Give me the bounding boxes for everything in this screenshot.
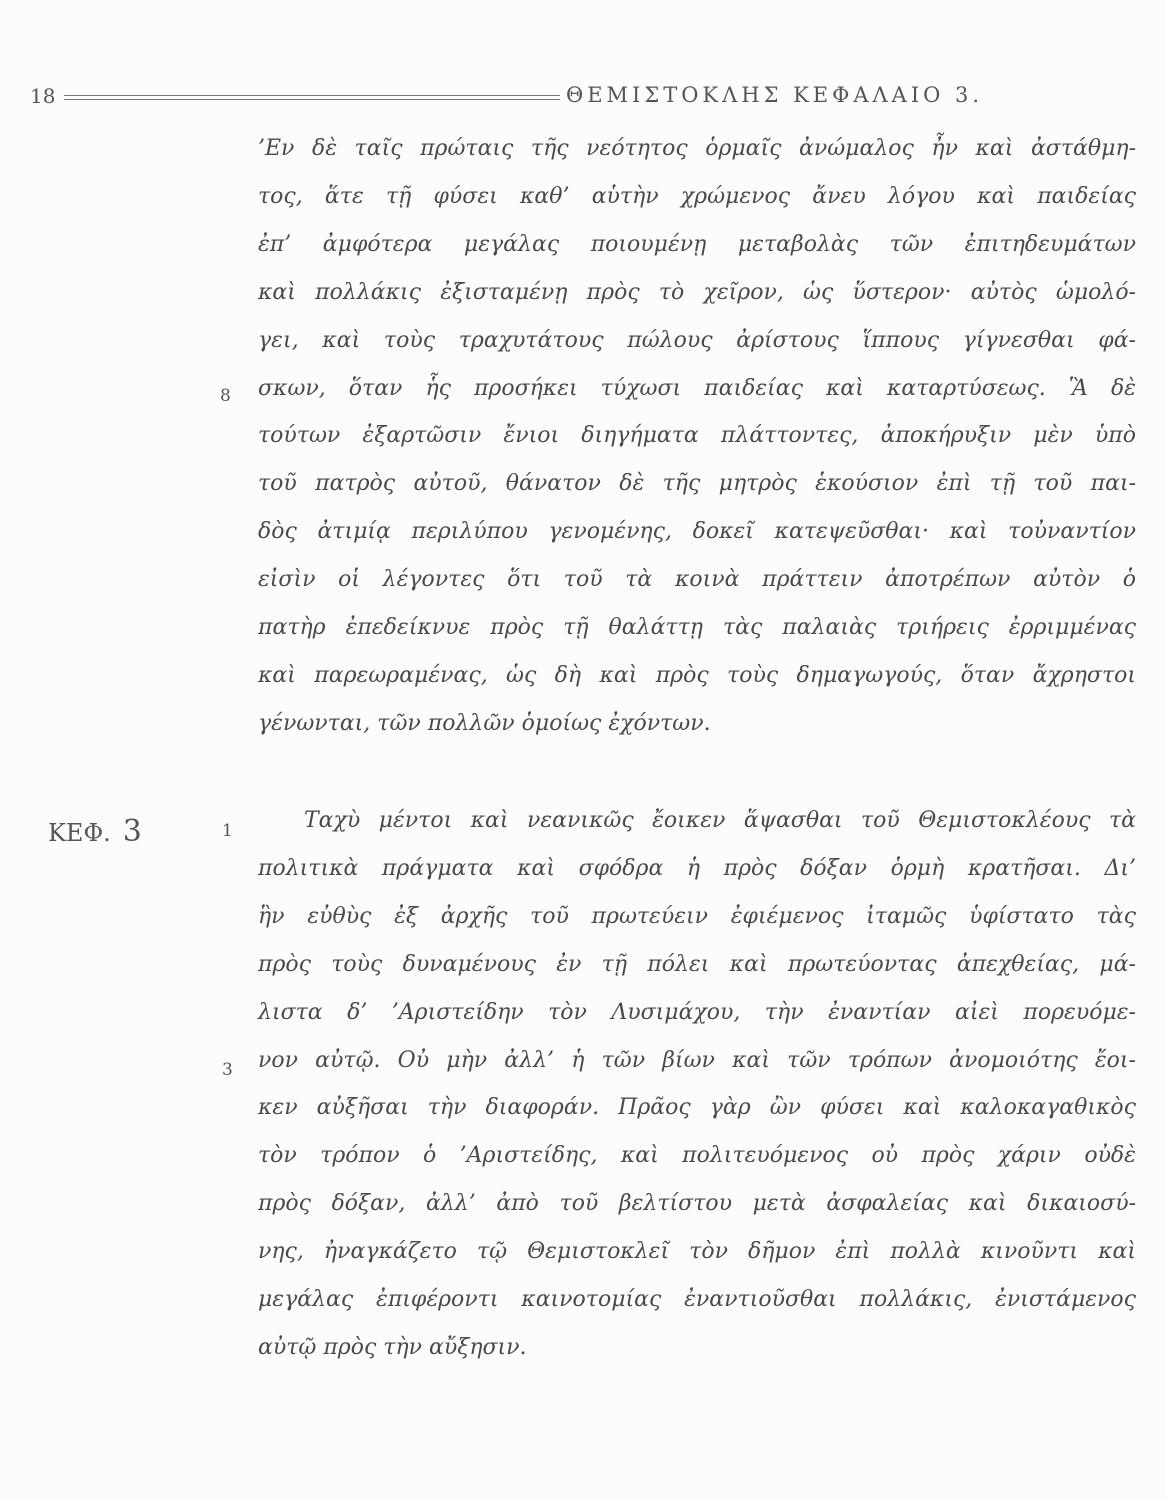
margin-number: 3 [222, 1060, 233, 1080]
text-line: τὸν τρόπον ὁ ’Αριστείδης, καὶ πολιτευόμενος οὐ πρὸς χάριν οὐδὲ [258, 1143, 1136, 1169]
text-line: Ταχὺ μέντοι καὶ νεανικῶς ἔοικεν ἅψασθαι τοῦ Θεμιστοκλέους τὰ [304, 808, 1136, 833]
text-line: σκων, ὅταν ἧς προσήκει τύχωσι παιδείας καὶ καταρτύσεως. Ἃ δὲ [258, 375, 1136, 401]
header-rule [64, 95, 560, 100]
text-line: ἐπ’ ἀμφότερα μεγάλας ποιουμένῃ μεταβολὰς τῶν ἐπιτηδευμάτων [258, 231, 1136, 257]
text-line: νον αὐτῷ. Οὐ μὴν ἀλλ’ ἡ τῶν βίων καὶ τῶν τρόπων ἀνομοιότης ἔοι- [258, 1047, 1136, 1073]
text-line: λιστα δ’ ’Αριστείδην τὸν Λυσιμάχου, τὴν ἐναντίαν αἰεὶ πορευόμε- [258, 999, 1136, 1025]
text-line: πατὴρ ἐπεδείκνυε πρὸς τῇ θαλάττῃ τὰς παλαιὰς τριήρεις ἐρριμμένας [258, 615, 1136, 640]
text-line: καὶ πολλάκις ἐξισταμένῃ πρὸς τὸ χεῖρον, ὡς ὕστερον· αὐτὸς ὡμολό- [258, 279, 1136, 305]
chapter-label: ΚΕΦ. [48, 819, 111, 847]
text-line: γένωνται, τῶν πολλῶν ὁμοίως ἐχόντων. [258, 710, 711, 736]
text-line: αὐτῷ πρὸς τὴν αὔξησιν. [258, 1334, 527, 1360]
text-line: τος, ἅτε τῇ φύσει καθ’ αὑτὴν χρώμενος ἄνευ λόγου καὶ παιδείας [258, 183, 1136, 209]
page-number: 18 [30, 84, 56, 108]
text-line: καὶ παρεωραμένας, ὡς δὴ καὶ πρὸς τοὺς δημαγωγούς, ὅταν ἄχρηστοι [258, 662, 1136, 688]
text-line: νης, ἠναγκάζετο τῷ Θεμιστοκλεῖ τὸν δῆμον ἐπὶ πολλὰ κινοῦντι καὶ [258, 1239, 1136, 1265]
chapter-heading [48, 814, 142, 849]
text-line: τοῦ πατρὸς αὐτοῦ, θάνατον δὲ τῆς μητρὸς ἑκούσιον ἐπὶ τῇ τοῦ παι- [258, 471, 1136, 497]
text-line: πρὸς τοὺς δυναμένους ἐν τῇ πόλει καὶ πρωτεύοντας ἀπεχθείας, μά- [258, 951, 1136, 977]
text-line: εἰσὶν οἱ λέγοντες ὅτι τοῦ τὰ κοινὰ πράττειν ἀποτρέπων αὐτὸν ὁ [258, 567, 1136, 593]
text-line: δὸς ἀτιμίᾳ περιλύπου γενομένης, δοκεῖ κατεψεῦσθαι· καὶ τοὐναντίον [258, 519, 1136, 545]
text-line: γει, καὶ τοὺς τραχυτάτους πώλους ἀρίστους ἵππους γίγνεσθαι φά- [258, 327, 1136, 353]
text-line: πρὸς δόξαν, ἀλλ’ ἀπὸ τοῦ βελτίστου μετὰ ἀσφαλείας καὶ δικαιοσύ- [258, 1191, 1136, 1217]
text-line: κεν αὐξῆσαι τὴν διαφοράν. Πρᾶος γὰρ ὢν φύσει καὶ καλοκαγαθικὸς [258, 1095, 1136, 1121]
text-line: τούτων ἐξαρτῶσιν ἔνιοι διηγήματα πλάττοντες, ἀποκήρυξιν μὲν ὑπὸ [258, 423, 1136, 449]
chapter-number: 3 [122, 814, 142, 849]
text-line: μεγάλας ἐπιφέροντι καινοτομίας ἐναντιοῦσθαι πολλάκις, ἐνιστάμενος [258, 1287, 1136, 1312]
running-title: ΘΕΜΙΣΤΟΚΛΗΣ ΚΕΦΑΛΑΙΟ 3. [566, 83, 984, 107]
text-line: ἣν εὐθὺς ἐξ ἀρχῆς τοῦ πρωτεύειν ἐφιέμενος ἰταμῶς ὑφίστατο τὰς [258, 903, 1136, 929]
text-line: πολιτικὰ πράγματα καὶ σφόδρα ἡ πρὸς δόξαν ὁρμὴ κρατῆσαι. Δι’ [258, 855, 1136, 881]
text-line: ’Εν δὲ ταῖς πρώταις τῆς νεότητος ὁρμαῖς ἀνώμαλος ἦν καὶ ἀστάθμη- [258, 136, 1136, 161]
margin-number: 8 [220, 386, 231, 406]
margin-number: 1 [222, 821, 233, 841]
